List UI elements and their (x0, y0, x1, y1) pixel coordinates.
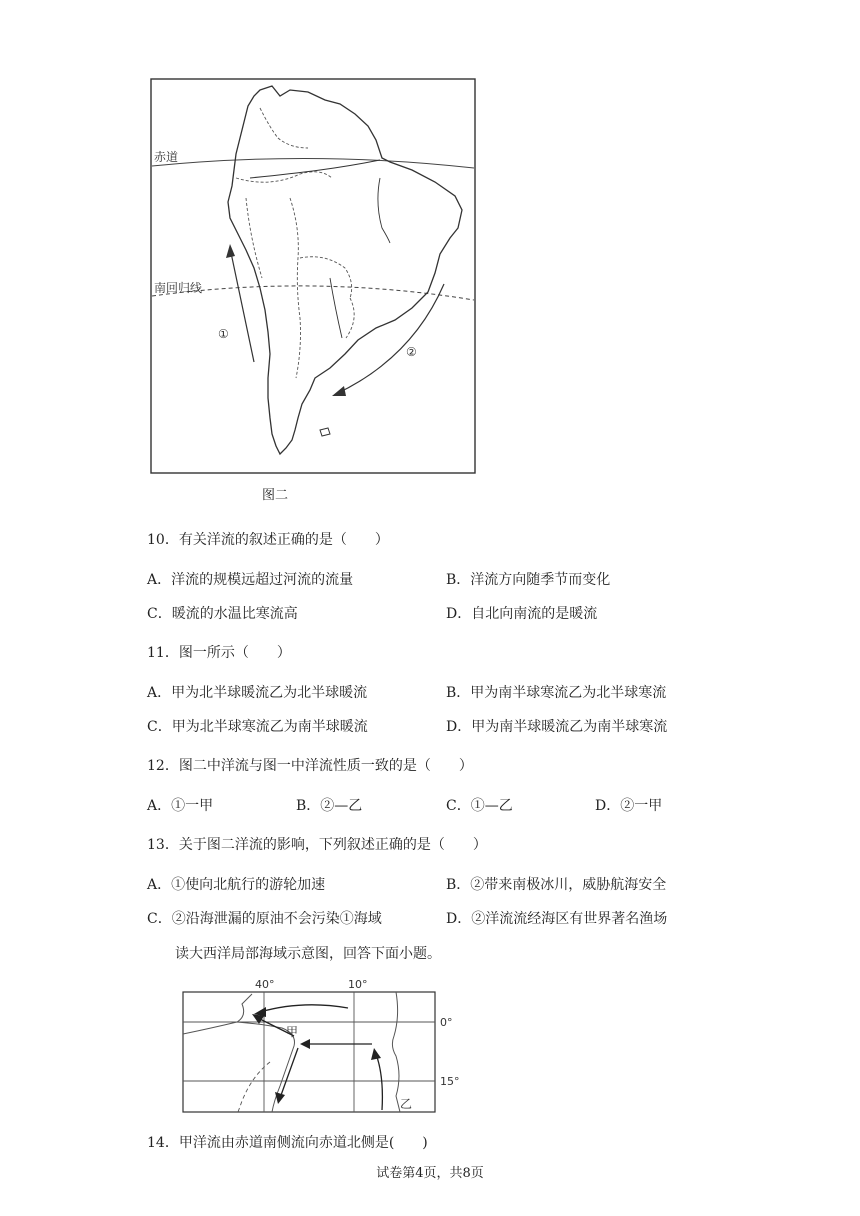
question-11-stem: 11．图一所示（ ） (147, 645, 291, 661)
question-10-option-b: B．洋流方向随季节而变化 (446, 572, 611, 588)
lon-10-label: 10° (348, 978, 368, 991)
question-12-option-c: C．①—乙 (446, 798, 513, 814)
south-america-map-svg (150, 78, 476, 474)
question-10-option-d: D．自北向南流的是暖流 (446, 606, 598, 622)
section-intro: 读大西洋局部海域示意图，回答下面小题。 (175, 946, 441, 962)
label-jia: 甲 (286, 1025, 299, 1039)
label-yi: 乙 (400, 1097, 413, 1111)
current-2-label: ② (406, 345, 417, 359)
question-12-option-a: A．①一甲 (147, 798, 214, 814)
question-13-option-d: D．②洋流流经海区有世界著名渔场 (446, 911, 668, 927)
question-13-stem: 13．关于图二洋流的影响，下列叙述正确的是（ ） (147, 837, 487, 853)
question-13-option-a: A．①使向北航行的游轮加速 (147, 877, 326, 893)
map-frame (151, 79, 475, 473)
question-11-option-c: C．甲为北半球寒流乙为南半球暖流 (147, 719, 368, 735)
lat-0-label: 0° (440, 1016, 453, 1029)
equator-label: 赤道 (154, 150, 179, 164)
question-12-stem: 12．图二中洋流与图一中洋流性质一致的是（ ） (147, 758, 473, 774)
lat-15-label: 15° (440, 1075, 460, 1088)
question-13-option-c: C．②沿海泄漏的原油不会污染①海域 (147, 911, 382, 927)
question-13-option-b: B．②带来南极冰川，威胁航海安全 (446, 877, 667, 893)
question-12-option-d: D．②一甲 (595, 798, 663, 814)
question-10-option-a: A．洋流的规模远超过河流的流量 (147, 572, 354, 588)
atlantic-map-svg (182, 976, 472, 1116)
question-12-option-b: B．②—乙 (296, 798, 363, 814)
figure-2-map (150, 78, 476, 474)
lon-40-label: 40° (255, 978, 275, 991)
tropic-label: 南回归线 (154, 281, 203, 295)
question-14-stem: 14．甲洋流由赤道南侧流向赤道北侧是( ) (147, 1135, 428, 1151)
question-10-stem: 10．有关洋流的叙述正确的是（ ） (147, 532, 389, 548)
question-10-option-c: C．暖流的水温比寒流高 (147, 606, 298, 622)
question-11-option-a: A．甲为北半球暖流乙为北半球暖流 (147, 685, 368, 701)
figure-2-caption: 图二 (262, 488, 289, 503)
atlantic-map (182, 976, 472, 1116)
question-11-option-d: D．甲为南半球暖流乙为南半球寒流 (446, 719, 668, 735)
current-1-label: ① (218, 327, 229, 341)
question-11-option-b: B．甲为南半球寒流乙为北半球寒流 (446, 685, 667, 701)
page-footer: 试卷第4页，共8页 (376, 1166, 484, 1181)
